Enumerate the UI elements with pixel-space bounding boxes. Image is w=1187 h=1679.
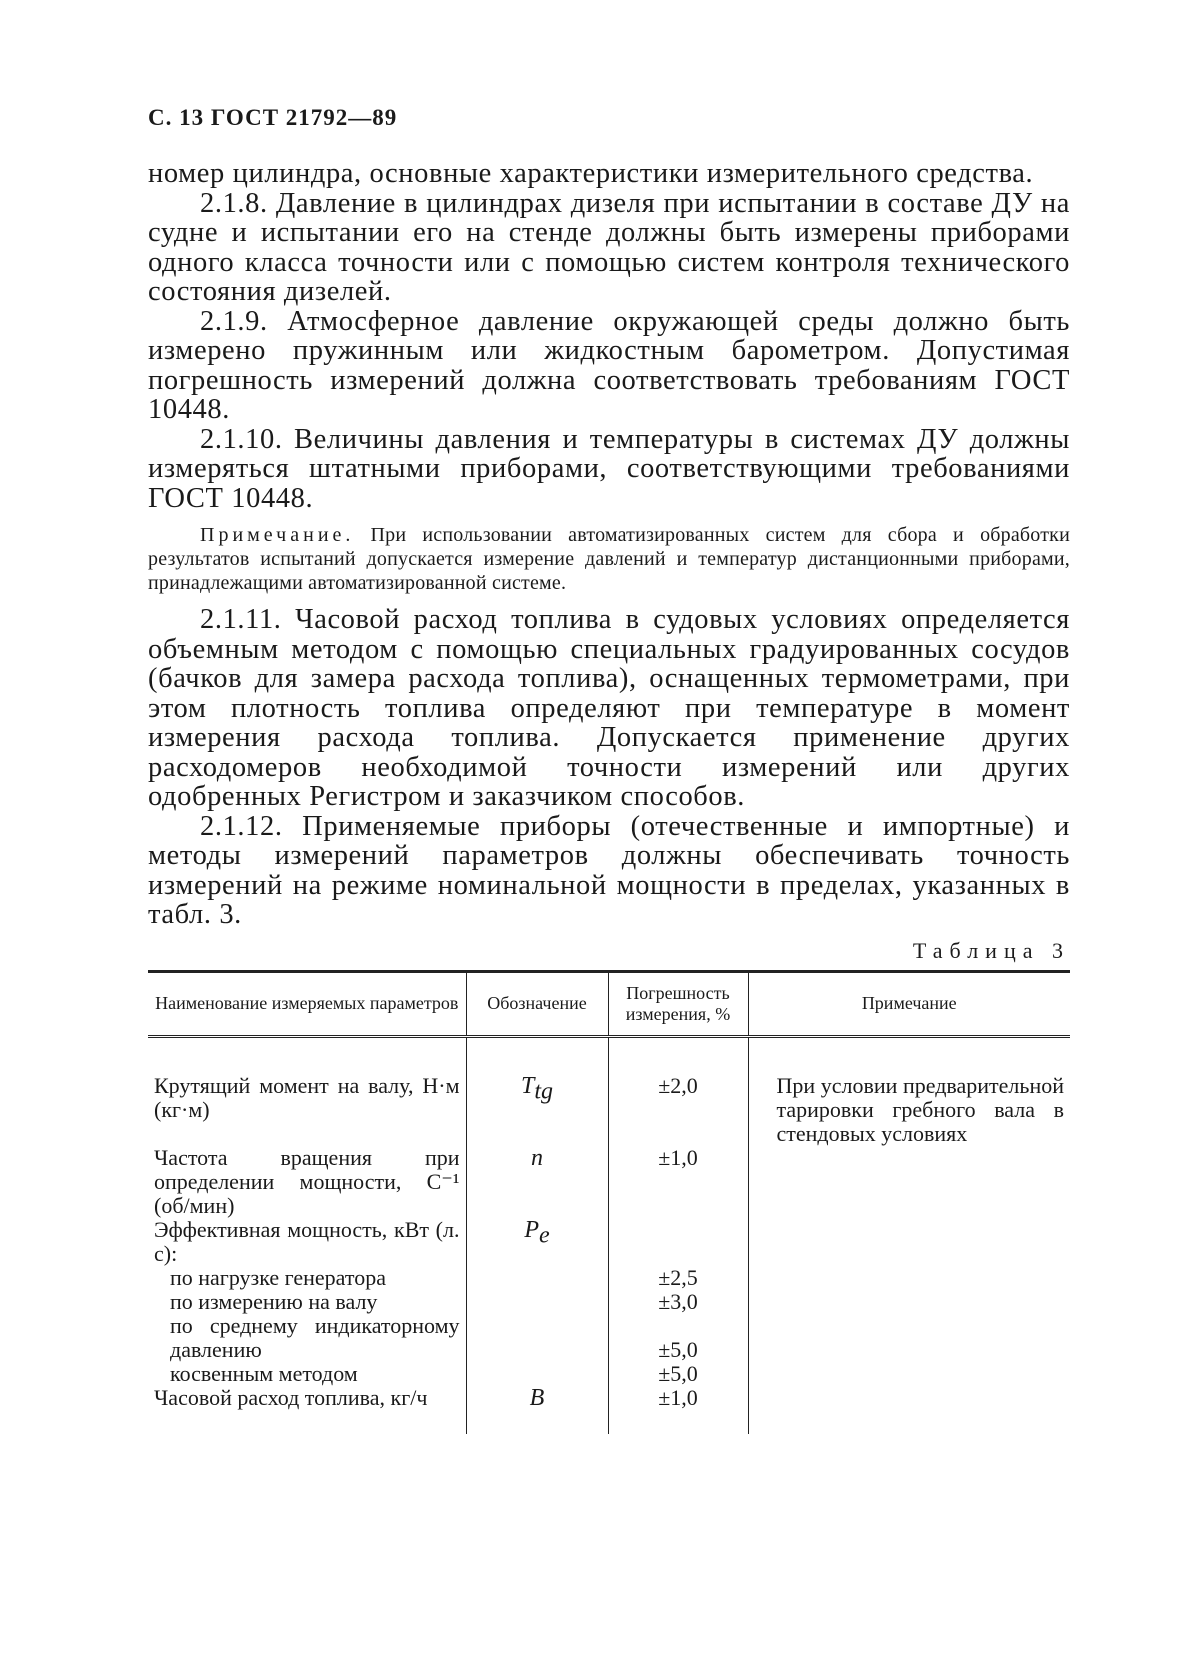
- header-parameter-name: Наименование измеряемых параметров: [148, 971, 466, 1036]
- cell-error: ±1,0: [608, 1386, 748, 1410]
- paragraph-2-1-8: 2.1.8. Давление в цилиндрах дизеля при испытании в составе ДУ на судне и испытании его на стенде должны быть измерены приборами одного класса точности или с помощью систем контроля технического состояния дизелей.: [148, 187, 1070, 307]
- main-text-continued: [148, 605, 1070, 930]
- cell-name: Крутящий момент на валу, Н·м (кг·м): [154, 1072, 460, 1122]
- cell-name: по среднему индикаторному давлению: [170, 1312, 460, 1362]
- paragraph-2-1-12: 2.1.12. Применяемые приборы (отечественные и импортные) и методы измерений параметров должны обеспечивать точность измерений на режиме номинальной мощности в пределах, указанных в табл. 3.: [148, 810, 1070, 930]
- cell-name: Частота вращения при определении мощности, С⁻¹ (об/мин): [154, 1144, 460, 1218]
- cell-error: ±5,0: [608, 1362, 748, 1386]
- cell-name: Часовой расход топлива, кг/ч: [154, 1384, 428, 1410]
- note-block: [148, 523, 1070, 595]
- cell-name: по нагрузке генератора: [170, 1264, 386, 1290]
- table-header-row: [148, 971, 1070, 1036]
- header-error: Погрешность измерения, %: [608, 971, 748, 1036]
- paragraph-2-1-10: 2.1.10. Величины давления и температуры в системах ДУ должны измеряться штатными приборами, соответствующими требованиями ГОСТ 10448.: [148, 423, 1070, 514]
- header-note: Примечание: [748, 971, 1070, 1036]
- cell-error: ±1,0: [608, 1146, 748, 1218]
- cell-error: ±3,0: [608, 1290, 748, 1314]
- cell-symbol: n: [466, 1146, 608, 1218]
- document-page: [148, 105, 1070, 1434]
- cell-error: [608, 1218, 748, 1266]
- cell-error: ±2,0: [608, 1036, 748, 1122]
- cell-name: косвенным методом: [170, 1360, 358, 1386]
- table-row: [148, 1036, 1070, 1122]
- cell-symbol: $T_{tg}$: [466, 1036, 608, 1122]
- cell-error: ±5,0: [608, 1314, 748, 1362]
- paragraph-continuation: номер цилиндра, основные характеристики измерительного средства.: [148, 158, 1034, 189]
- paragraph-2-1-9: 2.1.9. Атмосферное давление окружающей среды должно быть измерено пружинным или жидкостным барометром. Допустимая погрешность измерений должна соответствовать требованиям ГОСТ 10448.: [148, 305, 1070, 425]
- cell-error: ±2,5: [608, 1266, 748, 1290]
- main-text: [148, 159, 1070, 513]
- table-caption: Таблица 3: [912, 937, 1070, 963]
- header-symbol: Обозначение: [466, 971, 608, 1036]
- cell-note: При условии предварительной тарировки гребного вала в стендовых условиях: [748, 1036, 1070, 1434]
- note-text: При использовании автоматизированных систем для сбора и обработки результатов испытаний допускается измерение давлений и температур дистанционными приборами, принадлежащими автоматизированной системе.: [148, 524, 1070, 594]
- cell-name: Эффективная мощность, кВт (л. с):: [154, 1216, 460, 1266]
- cell-name: по измерению на валу: [170, 1288, 378, 1314]
- paragraph-2-1-11: 2.1.11. Часовой расход топлива в судовых условиях определяется объемным методом с помощью специальных градуированных сосудов (бачков для замера расхода топлива), оснащенных термометрами, при этом плотность топлива определяют при температуре в момент измерения расхода топлива. Допускается применение других расходомеров необходимой точности измерений или других одобренных Регистром и заказчиком способов.: [148, 604, 1070, 812]
- note-label: Примечание.: [200, 524, 355, 546]
- cell-symbol: B: [466, 1386, 608, 1410]
- page-header: С. 13 ГОСТ 21792—89: [148, 105, 398, 130]
- cell-symbol: $P_e$: [466, 1218, 608, 1266]
- parameters-table: [148, 970, 1070, 1434]
